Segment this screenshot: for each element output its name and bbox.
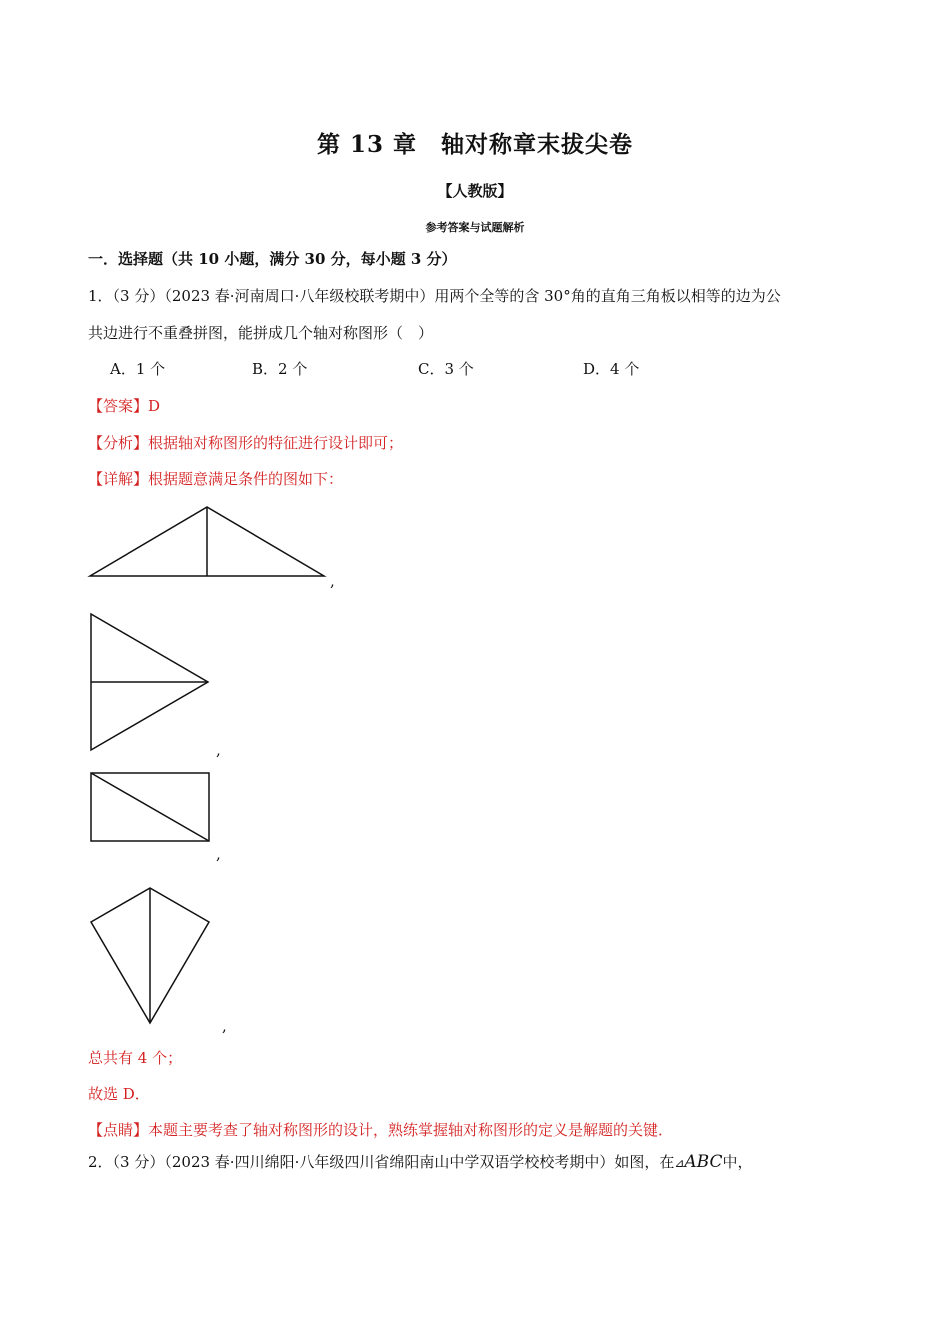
question-2-suffix: 中， [722,1153,753,1171]
option-a: A．1 个 [110,360,166,378]
figure-separator: , [222,1017,227,1035]
question-1-text-line1: 1．（3 分）（2023 春·河南周口·八年级校联考期中）用两个全等的含 30°角的直角三角板以相等的边为公 [88,287,781,305]
detail-text: 【详解】根据题意满足条件的图如下： [88,470,344,488]
figure-4-kite [86,882,214,1028]
analysis-text: 【分析】根据轴对称图形的特征进行设计即可； [88,434,404,452]
total-text: 总共有 4 个； [88,1049,183,1067]
answer-key-subtitle: 参考答案与试题解析 [425,221,525,234]
question-2-text [88,1151,753,1172]
edition-label: 【人教版】 [437,182,513,200]
figure-3-rectangle [86,768,214,846]
question-1-text-line2: 共边进行不重叠拼图，能拼成几个轴对称图形（ ） [88,324,434,342]
page-title: 第 13 章 轴对称章末拔尖卷 [316,131,634,158]
figure-separator: , [330,572,335,590]
triangle-abc: ABC [684,1152,723,1172]
option-d: D．4 个 [583,360,640,378]
triangle-symbol: ⊿ [674,1156,685,1170]
figure-separator: , [216,741,221,759]
figure-1-triangle [84,500,334,582]
comment-text: 【点睛】本题主要考查了轴对称图形的设计，熟练掌握轴对称图形的定义是解题的关键． [88,1121,674,1139]
section-heading: 一．选择题（共 10 小题，满分 30 分，每小题 3 分） [88,250,457,268]
figure-2-triangle [86,610,214,755]
choice-text: 故选 D． [88,1085,150,1103]
option-b: B．2 个 [252,360,308,378]
answer-label: 【答案】D [88,397,161,415]
figure-separator: , [216,845,221,863]
question-2-prefix: 2．（3 分）（2023 春·四川绵阳·八年级四川省绵阳南山中学双语学校校考期中）如图，在 [88,1153,675,1171]
option-c: C．3 个 [418,360,474,378]
